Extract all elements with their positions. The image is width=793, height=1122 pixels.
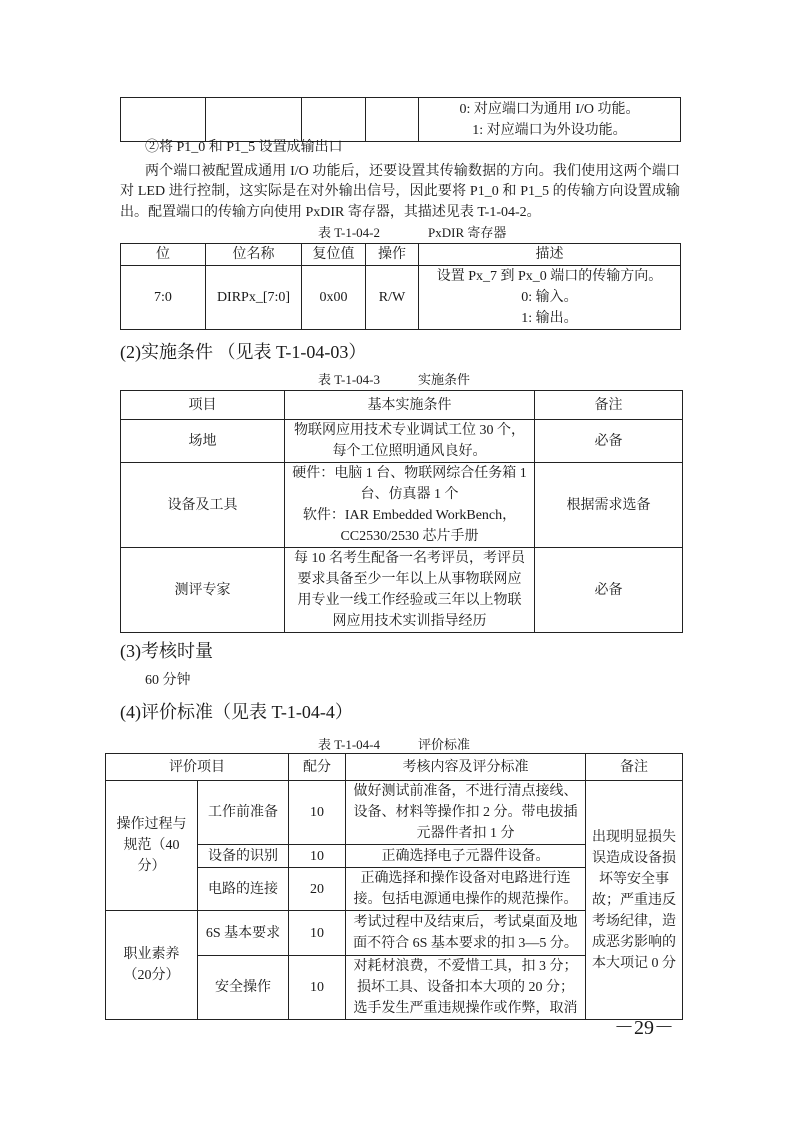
- content-cell: [346, 781, 586, 845]
- header-bit-name: 位名称: [206, 244, 302, 266]
- duration-value: 60 分钟: [145, 673, 191, 688]
- section-heading-criteria: (4)评价标准（见表 T-1-04-4）: [120, 702, 353, 722]
- group-label-line: 规范（40: [123, 838, 180, 853]
- pxdir-register-table: [120, 243, 681, 330]
- conditions-line: 要求具备至少一年以上从事物联网应: [297, 572, 522, 587]
- header-score: 配分: [289, 754, 346, 781]
- content-line: 选手发生严重违规操作或作弊，取消: [353, 1001, 578, 1016]
- register-table-continuation: [120, 97, 681, 142]
- sub-item-cell: 电路的连接: [198, 868, 289, 911]
- content-cell: [346, 868, 586, 911]
- group-label-line: 操作过程与: [116, 817, 187, 832]
- conditions-line: 每 10 名考生配备一名考评员，考评员: [294, 551, 525, 566]
- content-line: 正确选择和操作设备对电路进行连: [360, 871, 571, 886]
- header-content: 考核内容及评分标准: [346, 754, 586, 781]
- content-cell: [346, 911, 586, 956]
- table-header-row: [121, 391, 683, 420]
- conditions-cell: [285, 548, 535, 633]
- table-row: [121, 463, 683, 548]
- conditions-cell: [285, 420, 535, 463]
- page-number: －29－: [614, 1017, 674, 1039]
- table-caption-number: 表 T-1-04-3: [318, 372, 380, 387]
- sub-item-cell: 设备的识别: [198, 845, 289, 868]
- note-line: 考场纪律，造: [592, 913, 676, 929]
- note-cell: 必备: [535, 548, 683, 633]
- group-label-line: 分）: [137, 859, 166, 874]
- sub-item-cell: 6S 基本要求: [198, 911, 289, 956]
- table-caption-number: 表 T-1-04-4: [318, 737, 380, 752]
- conditions-line: 台、仿真器 1 个: [360, 487, 459, 502]
- subheading-output-port: ②将 P1_0 和 P1_5 设置成输出口: [145, 140, 343, 155]
- content-line: 元器件者扣 1 分: [416, 826, 515, 841]
- header-evaluation-item: 评价项目: [106, 754, 289, 781]
- table-row: [106, 781, 683, 845]
- header-item: 项目: [121, 391, 285, 420]
- content-line: 接。包括电源通电操作的规范操作。: [353, 892, 578, 907]
- conditions-line: 软件：IAR Embedded WorkBench，: [302, 508, 517, 523]
- score-cell: 10: [289, 781, 346, 845]
- content-cell: [346, 956, 586, 1020]
- conditions-line: 硬件：电脑 1 台、物联网综合任务箱 1: [292, 466, 527, 481]
- score-cell: 10: [289, 845, 346, 868]
- description-line: 设置 Px_7 到 Px_0 端口的传输方向。: [436, 269, 663, 284]
- bit-name-cell: [206, 98, 302, 142]
- item-cell: 场地: [121, 420, 285, 463]
- reset-value-cell: 0x00: [302, 266, 366, 330]
- group-label-cell: [106, 911, 198, 1020]
- bit-cell: [121, 98, 206, 142]
- paragraph-line: 两个端口被配置成通用 I/O 功能后，还要设置其传输数据的方向。我们使用这两个端口: [145, 164, 680, 179]
- content-line: 面不符合 6S 基本要求的扣 3—5 分。: [353, 936, 578, 951]
- content-line: 设备、材料等操作扣 2 分。带电拔插: [353, 805, 578, 820]
- content-line: 对耗材浪费，不爱惜工具，扣 3 分；: [353, 959, 578, 974]
- header-operation: 操作: [366, 244, 419, 266]
- note-line: 出现明显损失: [592, 829, 676, 845]
- content-line: 考试过程中及结束后，考试桌面及地: [353, 915, 578, 930]
- paragraph-line: 出。配置端口的传输方向使用 PxDIR 寄存器，其描述见表 T-1-04-2。: [120, 205, 541, 220]
- group-label-line: （20分）: [123, 968, 180, 983]
- score-cell: 20: [289, 868, 346, 911]
- operation-cell: R/W: [366, 266, 419, 330]
- table-caption-number: 表 T-1-04-2: [318, 225, 380, 240]
- description-line: 0: 对应端口为通用 I/O 功能。: [459, 101, 640, 117]
- content-line: 正确选择电子元器件设备。: [381, 848, 550, 864]
- note-cell: 根据需求选备: [535, 463, 683, 548]
- table-caption-title: 评价标准: [418, 737, 471, 752]
- conditions-line: 物联网应用技术专业调试工位 30 个，: [294, 423, 525, 438]
- group-label-cell: [106, 781, 198, 911]
- header-description: 描述: [419, 244, 681, 266]
- score-cell: 10: [289, 911, 346, 956]
- note-line: 坏等安全事: [599, 871, 669, 887]
- note-line: 故；严重违反: [592, 892, 676, 908]
- description-line: 1: 输出。: [521, 311, 578, 326]
- bit-cell: 7:0: [121, 266, 206, 330]
- table-row: [121, 266, 681, 330]
- table-header-row: [121, 244, 681, 266]
- table-row: [121, 548, 683, 633]
- evaluation-criteria-table: [105, 753, 683, 1020]
- sub-item-cell: 安全操作: [198, 956, 289, 1020]
- description-line: 1: 对应端口为外设功能。: [472, 122, 627, 138]
- header-note: 备注: [586, 754, 683, 781]
- conditions-table: [120, 390, 683, 633]
- item-cell: 设备及工具: [121, 463, 285, 548]
- content-line: 损坏工具、设备扣本大项的 20 分；: [357, 980, 574, 995]
- description-cell: [419, 266, 681, 330]
- group-label-line: 职业素养: [123, 947, 180, 962]
- header-reset-value: 复位值: [302, 244, 366, 266]
- content-line: 做好测试前准备，不进行清点接线、: [353, 784, 578, 799]
- paragraph-line: 对 LED 进行控制，这实际是在对外输出信号，因此要将 P1_0 和 P1_5 的传输方向设置成输: [120, 184, 680, 199]
- conditions-line: 网应用技术实训指导经历: [332, 614, 487, 629]
- content-cell: [346, 845, 586, 868]
- table-caption-title: PxDIR 寄存器: [428, 225, 507, 240]
- sub-item-cell: 工作前准备: [198, 781, 289, 845]
- table-caption-title: 实施条件: [418, 372, 471, 387]
- conditions-cell: [285, 463, 535, 548]
- table-row: [121, 420, 683, 463]
- note-cell: 必备: [535, 420, 683, 463]
- note-cell: [586, 781, 683, 1020]
- item-cell: 测评专家: [121, 548, 285, 633]
- bit-name-cell: DIRPx_[7:0]: [206, 266, 302, 330]
- conditions-line: CC2530/2530 芯片手册: [340, 529, 479, 544]
- conditions-line: 每个工位照明通风良好。: [332, 444, 487, 459]
- header-note: 备注: [535, 391, 683, 420]
- score-cell: 10: [289, 956, 346, 1020]
- reset-value-cell: [302, 98, 366, 142]
- section-heading-duration: (3)考核时量: [120, 641, 213, 661]
- header-conditions: 基本实施条件: [285, 391, 535, 420]
- table-header-row: [106, 754, 683, 781]
- header-bit: 位: [121, 244, 206, 266]
- note-line: 成恶劣影响的: [592, 934, 676, 950]
- description-line: 0: 输入。: [521, 290, 578, 305]
- operation-cell: [366, 98, 419, 142]
- conditions-line: 用专业一线工作经验或三年以上物联: [297, 593, 522, 608]
- table-row: [121, 98, 681, 142]
- note-line: 误造成设备损: [592, 850, 676, 866]
- section-heading-conditions: (2)实施条件 （见表 T-1-04-03）: [120, 342, 367, 362]
- description-cell: [419, 98, 681, 142]
- note-line: 本大项记 0 分: [592, 955, 676, 971]
